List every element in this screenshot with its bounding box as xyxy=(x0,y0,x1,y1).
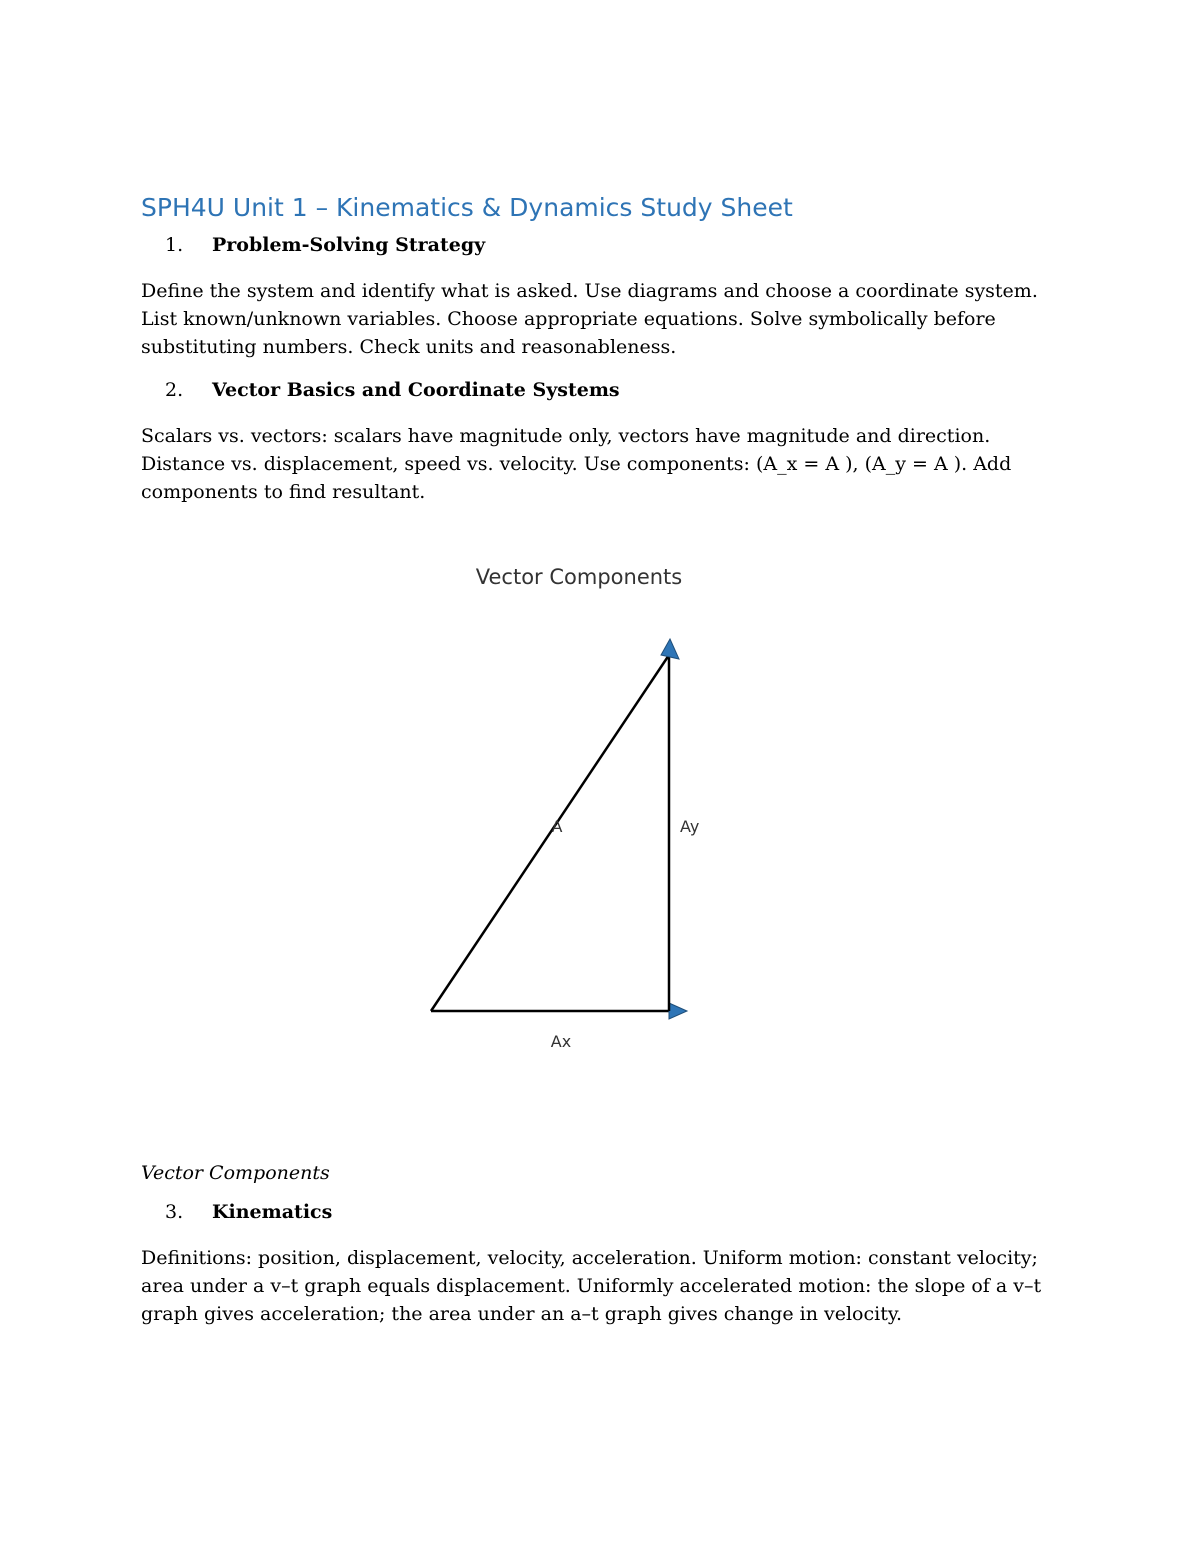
section-heading-text: Kinematics xyxy=(212,1201,333,1223)
section-heading-problem-solving xyxy=(141,232,485,258)
section-number: 2. xyxy=(165,379,184,401)
section-heading-text: Vector Basics and Coordinate Systems xyxy=(212,379,620,401)
vector-components-figure xyxy=(420,555,720,1065)
section-body-kinematics: Definitions: position, displacement, velocity, acceleration. Uniform motion: constant velocity; area under a v–t graph equals displacement. Uniformly accelerated motion: the slope of a v–t graph gives acceleration; the area under an a–t graph gives change in velocity. xyxy=(141,1247,1042,1325)
section-number: 1. xyxy=(165,234,184,256)
resultant-label: A xyxy=(551,817,563,836)
section-body-problem-solving: Define the system and identify what is asked. Use diagrams and choose a coordinate system. List known/unknown variables. Choose appropriate equations. Solve symbolically before substituting numbers. Check units and reasonableness. xyxy=(141,280,1038,358)
section-heading-vector-basics xyxy=(141,377,620,403)
figure-title: Vector Components xyxy=(475,565,683,589)
section-number: 3. xyxy=(165,1201,184,1223)
section-heading-text: Problem-Solving Strategy xyxy=(212,234,486,256)
section-heading-kinematics xyxy=(141,1199,332,1225)
y-component-label: Ay xyxy=(680,817,700,836)
x-arrowhead-icon xyxy=(669,1003,687,1019)
resultant-line xyxy=(431,655,669,1011)
figure-caption: Vector Components xyxy=(141,1162,330,1184)
resultant-arrowhead-icon xyxy=(661,639,679,659)
vector-diagram xyxy=(420,555,720,1065)
section-body-vector-basics: Scalars vs. vectors: scalars have magnitude only, vectors have magnitude and direction. Distance vs. displacement, speed vs. velocity. Use components: (A_x = A ), (A_y = A ). Add components to find resultant. xyxy=(141,425,1012,503)
page-title: SPH4U Unit 1 – Kinematics & Dynamics Study Sheet xyxy=(141,193,793,222)
x-component-label: Ax xyxy=(550,1032,572,1051)
